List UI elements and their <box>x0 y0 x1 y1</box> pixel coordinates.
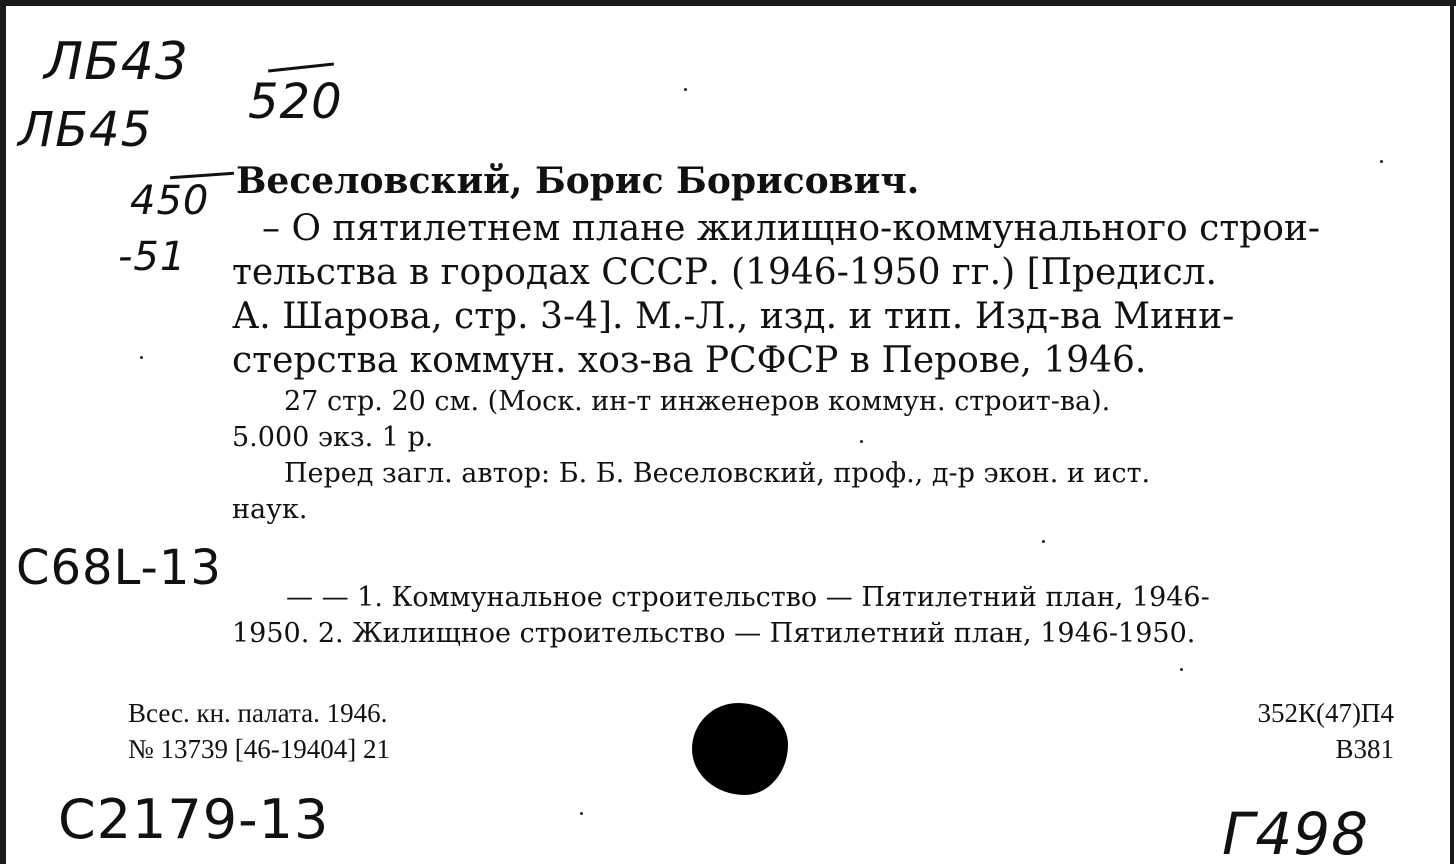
classification-code: 352К(47)П4 <box>1257 698 1394 728</box>
title-line-2: тельства в городах СССР. (1946-1950 гг.) [Предисл. <box>232 252 1217 293</box>
subject-line-1: — — 1. Коммунальное строительство — Пятилетний план, 1946- <box>286 582 1210 613</box>
handwritten-code-2-sub1: 450 <box>130 178 210 224</box>
handwritten-shelf-2: С2179-13 <box>58 788 330 851</box>
scan-speck <box>140 356 143 359</box>
ink-blot <box>692 703 788 795</box>
subject-line-2: 1950. 2. Жилищное строительство — Пятилетний план, 1946-1950. <box>232 618 1196 649</box>
scan-speck <box>1042 540 1045 543</box>
card-edge <box>1450 0 1454 864</box>
card-number-line: № 13739 [46-19404] 21 <box>128 734 390 764</box>
title-line-3: А. Шарова, стр. 3-4]. М.-Л., изд. и тип. Изд-ва Мини- <box>232 296 1235 337</box>
scan-speck <box>1380 160 1383 163</box>
handwritten-code-2-sub2: -51 <box>118 234 187 280</box>
scan-speck <box>1180 668 1183 671</box>
title-line-4: стерства коммун. хоз-ва РСФСР в Перове, 1946. <box>232 340 1147 381</box>
handwritten-code-1-sub: 520 <box>248 74 343 130</box>
chamber-line: Всес. кн. палата. 1946. <box>128 698 388 728</box>
handwritten-corner-code: Г498 <box>1222 800 1370 868</box>
scan-speck <box>580 812 583 815</box>
collation-line-1: 27 стр. 20 см. (Моск. ин-т инженеров коммун. строит-ва). <box>284 386 1111 417</box>
note-line-2: наук. <box>232 494 308 525</box>
collation-line-2: 5.000 экз. 1 р. <box>232 422 434 453</box>
scan-speck <box>860 440 863 443</box>
cutter-number: В381 <box>1335 734 1394 764</box>
scan-speck <box>684 88 687 91</box>
author-heading: Веселовский, Борис Борисович. <box>236 160 920 202</box>
handwritten-shelf-1: С68L-13 <box>16 540 222 596</box>
handwritten-code-1: ЛБ43 <box>44 32 189 92</box>
note-line-1: Перед загл. автор: Б. Б. Веселовский, проф., д-р экон. и ист. <box>284 458 1151 489</box>
title-line-1: – О пятилетнем плане жилищно-коммунального строи- <box>262 208 1321 249</box>
handwritten-code-2: ЛБ45 <box>18 102 153 158</box>
